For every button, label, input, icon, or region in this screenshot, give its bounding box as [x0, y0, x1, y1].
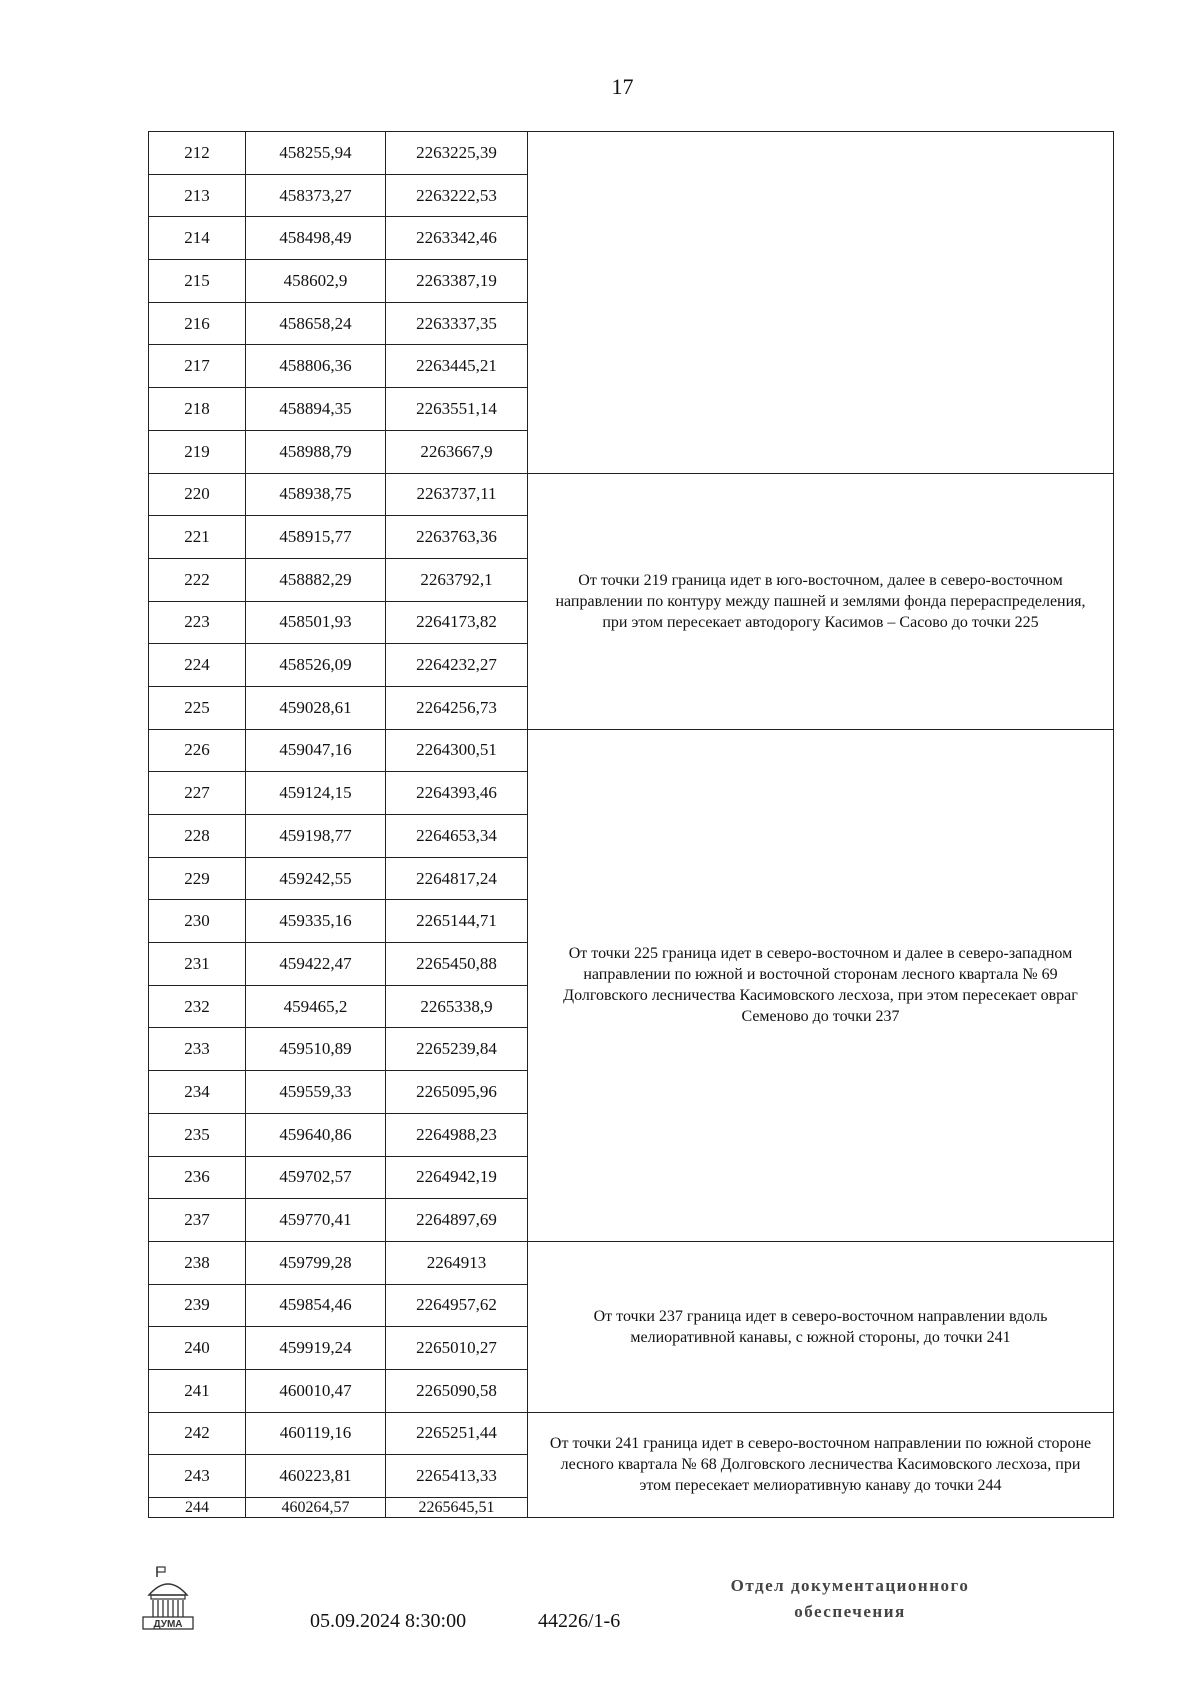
y-coordinate-cell: 2264653,34	[386, 815, 528, 858]
y-coordinate-cell: 2265144,71	[386, 900, 528, 943]
x-coordinate-cell: 459640,86	[246, 1113, 386, 1156]
point-number-cell: 222	[149, 558, 246, 601]
x-coordinate-cell: 458988,79	[246, 430, 386, 473]
table-row	[149, 132, 1114, 175]
point-number-cell: 221	[149, 516, 246, 559]
table-row	[149, 473, 1114, 516]
coordinates-table	[148, 131, 1114, 1518]
boundary-description-cell	[528, 132, 1114, 474]
point-number-cell: 225	[149, 686, 246, 729]
point-number-cell: 241	[149, 1369, 246, 1412]
x-coordinate-cell: 459242,55	[246, 857, 386, 900]
point-number-cell: 239	[149, 1284, 246, 1327]
y-coordinate-cell: 2265239,84	[386, 1028, 528, 1071]
point-number-cell: 215	[149, 260, 246, 303]
x-coordinate-cell: 459854,46	[246, 1284, 386, 1327]
svg-text:ДУМА: ДУМА	[153, 1619, 183, 1630]
x-coordinate-cell: 458658,24	[246, 302, 386, 345]
y-coordinate-cell: 2265338,9	[386, 985, 528, 1028]
point-number-cell: 232	[149, 985, 246, 1028]
y-coordinate-cell: 2265645,51	[386, 1498, 528, 1518]
coordinates-table-wrapper	[148, 131, 1114, 1518]
point-number-cell: 233	[149, 1028, 246, 1071]
point-number-cell: 217	[149, 345, 246, 388]
x-coordinate-cell: 458806,36	[246, 345, 386, 388]
x-coordinate-cell: 459770,41	[246, 1199, 386, 1242]
y-coordinate-cell: 2263551,14	[386, 388, 528, 431]
point-number-cell: 237	[149, 1199, 246, 1242]
y-coordinate-cell: 2264957,62	[386, 1284, 528, 1327]
point-number-cell: 214	[149, 217, 246, 260]
point-number-cell: 236	[149, 1156, 246, 1199]
x-coordinate-cell: 459124,15	[246, 772, 386, 815]
x-coordinate-cell: 458373,27	[246, 174, 386, 217]
x-coordinate-cell: 459559,33	[246, 1071, 386, 1114]
y-coordinate-cell: 2264988,23	[386, 1113, 528, 1156]
x-coordinate-cell: 458915,77	[246, 516, 386, 559]
x-coordinate-cell: 459510,89	[246, 1028, 386, 1071]
y-coordinate-cell: 2265251,44	[386, 1412, 528, 1455]
page-number: 17	[611, 74, 634, 99]
y-coordinate-cell: 2264942,19	[386, 1156, 528, 1199]
point-number-cell: 226	[149, 729, 246, 772]
y-coordinate-cell: 2263222,53	[386, 174, 528, 217]
point-number-cell: 224	[149, 644, 246, 687]
point-number-cell: 228	[149, 815, 246, 858]
y-coordinate-cell: 2264173,82	[386, 601, 528, 644]
department-stamp	[700, 1573, 1000, 1625]
y-coordinate-cell: 2263337,35	[386, 302, 528, 345]
y-coordinate-cell: 2263792,1	[386, 558, 528, 601]
point-number-cell: 240	[149, 1327, 246, 1370]
x-coordinate-cell: 459799,28	[246, 1241, 386, 1284]
y-coordinate-cell: 2263763,36	[386, 516, 528, 559]
x-coordinate-cell: 460119,16	[246, 1412, 386, 1455]
duma-logo-icon	[137, 1565, 199, 1631]
y-coordinate-cell: 2263387,19	[386, 260, 528, 303]
table-row	[149, 729, 1114, 772]
x-coordinate-cell: 459198,77	[246, 815, 386, 858]
y-coordinate-cell: 2264300,51	[386, 729, 528, 772]
y-coordinate-cell: 2263342,46	[386, 217, 528, 260]
point-number-cell: 218	[149, 388, 246, 431]
x-coordinate-cell: 458255,94	[246, 132, 386, 175]
point-number-cell: 213	[149, 174, 246, 217]
y-coordinate-cell: 2265413,33	[386, 1455, 528, 1498]
x-coordinate-cell: 459919,24	[246, 1327, 386, 1370]
x-coordinate-cell: 458938,75	[246, 473, 386, 516]
x-coordinate-cell: 459028,61	[246, 686, 386, 729]
point-number-cell: 223	[149, 601, 246, 644]
footer-date: 05.09.2024 8:30:00	[310, 1610, 467, 1632]
x-coordinate-cell: 458526,09	[246, 644, 386, 687]
y-coordinate-cell: 2264913	[386, 1241, 528, 1284]
x-coordinate-cell: 458602,9	[246, 260, 386, 303]
y-coordinate-cell: 2263667,9	[386, 430, 528, 473]
point-number-cell: 244	[149, 1498, 246, 1518]
point-number-cell: 238	[149, 1241, 246, 1284]
boundary-description-cell: От точки 237 граница идет в северо-восточном направлении вдоль мелиоративной канавы, с южной стороны, до точки 241	[528, 1241, 1114, 1412]
x-coordinate-cell: 459702,57	[246, 1156, 386, 1199]
x-coordinate-cell: 459335,16	[246, 900, 386, 943]
table-row	[149, 1241, 1114, 1284]
x-coordinate-cell: 458882,29	[246, 558, 386, 601]
x-coordinate-cell: 458894,35	[246, 388, 386, 431]
y-coordinate-cell: 2263445,21	[386, 345, 528, 388]
y-coordinate-cell: 2265450,88	[386, 943, 528, 986]
point-number-cell: 219	[149, 430, 246, 473]
boundary-description-cell: От точки 219 граница идет в юго-восточном, далее в северо-восточном направлении по контуру между пашней и землями фонда перераспределения, при этом пересекает автодорогу Касимов – Сасово до точки 225	[528, 473, 1114, 729]
point-number-cell: 216	[149, 302, 246, 345]
y-coordinate-cell: 2264232,27	[386, 644, 528, 687]
point-number-cell: 234	[149, 1071, 246, 1114]
y-coordinate-cell: 2263737,11	[386, 473, 528, 516]
y-coordinate-cell: 2264393,46	[386, 772, 528, 815]
y-coordinate-cell: 2264817,24	[386, 857, 528, 900]
point-number-cell: 242	[149, 1412, 246, 1455]
stamp-line-1: Отдел документационного	[730, 1576, 970, 1595]
x-coordinate-cell: 460010,47	[246, 1369, 386, 1412]
y-coordinate-cell: 2265095,96	[386, 1071, 528, 1114]
x-coordinate-cell: 460264,57	[246, 1498, 386, 1518]
x-coordinate-cell: 459422,47	[246, 943, 386, 986]
point-number-cell: 243	[149, 1455, 246, 1498]
point-number-cell: 227	[149, 772, 246, 815]
boundary-description-cell: От точки 241 граница идет в северо-восточном направлении по южной стороне лесного квартала № 68 Долговского лесничества Касимовского лесхоза, при этом пересекает мелиоративную канаву до точки 244	[528, 1412, 1114, 1517]
x-coordinate-cell: 459465,2	[246, 985, 386, 1028]
y-coordinate-cell: 2265010,27	[386, 1327, 528, 1370]
point-number-cell: 230	[149, 900, 246, 943]
y-coordinate-cell: 2264256,73	[386, 686, 528, 729]
point-number-cell: 212	[149, 132, 246, 175]
point-number-cell: 229	[149, 857, 246, 900]
y-coordinate-cell: 2265090,58	[386, 1369, 528, 1412]
y-coordinate-cell: 2264897,69	[386, 1199, 528, 1242]
boundary-description-cell: От точки 225 граница идет в северо-восточном и далее в северо-западном направлении по южной и восточной сторонам лесного квартала № 69 Долговского лесничества Касимовского лесхоза, при этом пересекает овраг Семеново до точки 237	[528, 729, 1114, 1241]
stamp-line-2: обеспечения	[794, 1602, 906, 1621]
point-number-cell: 235	[149, 1113, 246, 1156]
footer-document-code: 44226/1-6	[538, 1610, 621, 1632]
x-coordinate-cell: 460223,81	[246, 1455, 386, 1498]
table-row	[149, 1412, 1114, 1455]
x-coordinate-cell: 458498,49	[246, 217, 386, 260]
point-number-cell: 231	[149, 943, 246, 986]
x-coordinate-cell: 459047,16	[246, 729, 386, 772]
point-number-cell: 220	[149, 473, 246, 516]
coordinates-table-body	[149, 132, 1114, 1518]
y-coordinate-cell: 2263225,39	[386, 132, 528, 175]
x-coordinate-cell: 458501,93	[246, 601, 386, 644]
